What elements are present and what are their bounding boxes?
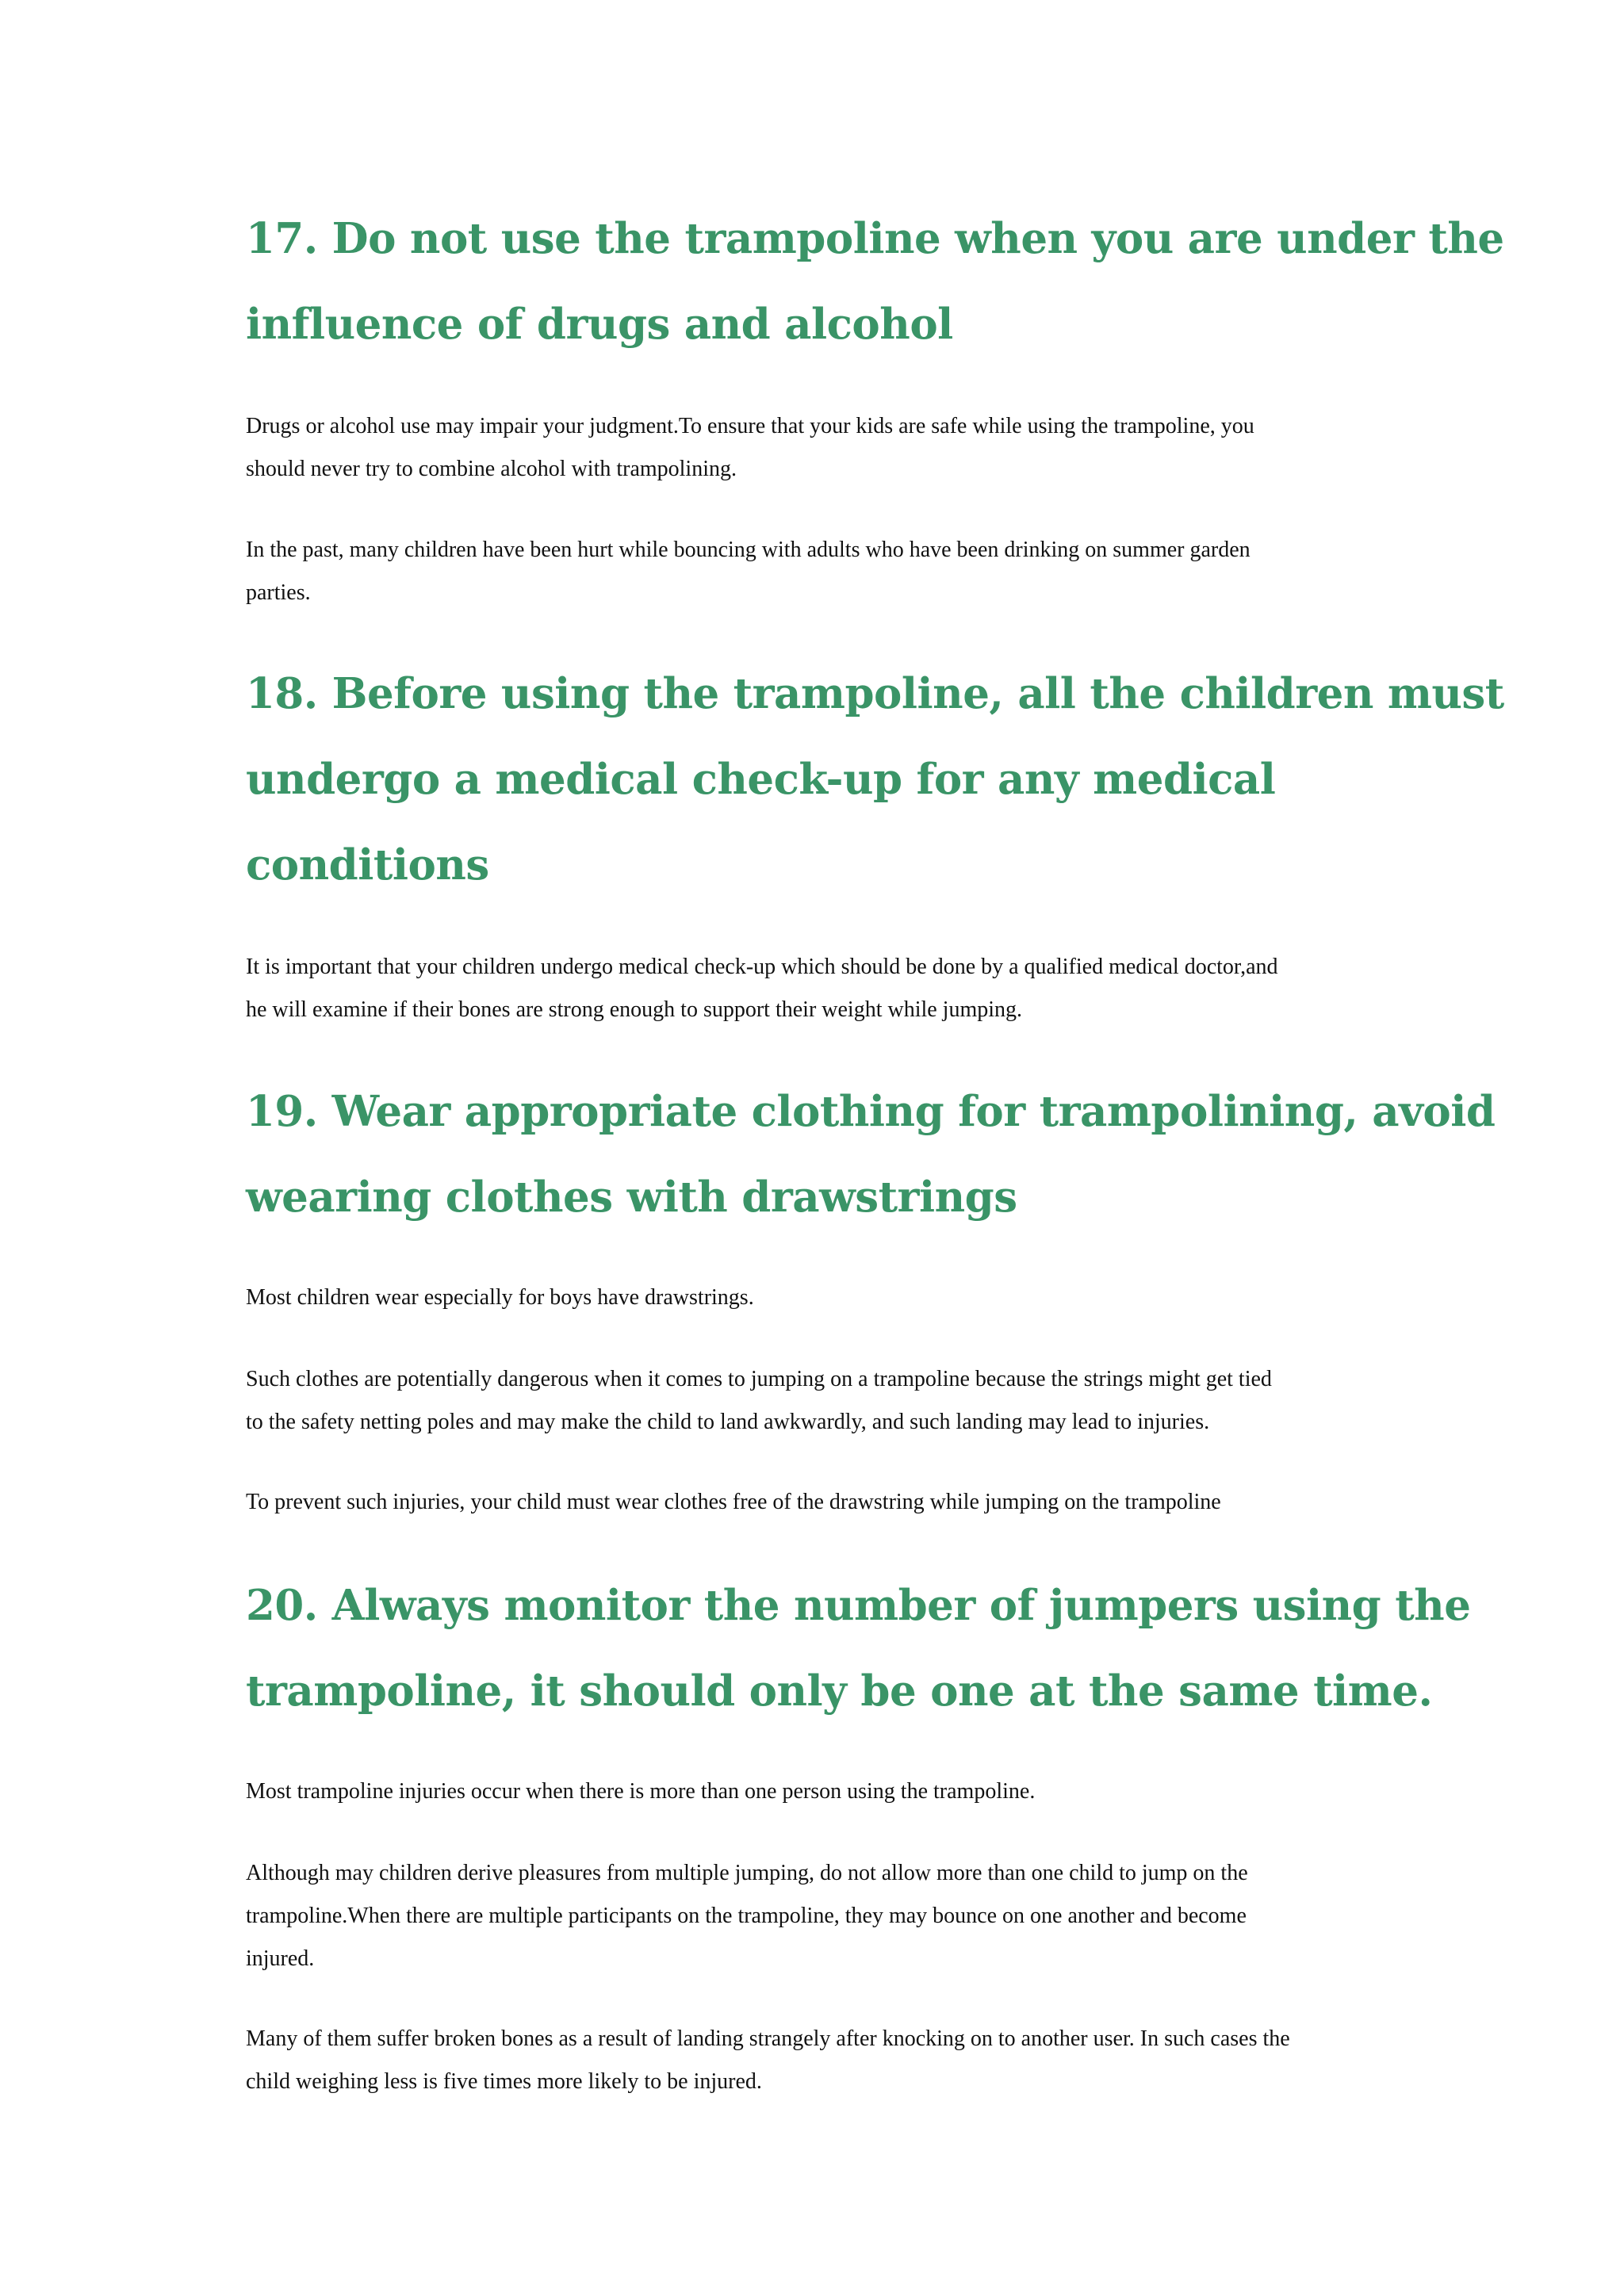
paragraph-line: Most children wear especially for boys have drawstrings. xyxy=(246,1285,754,1310)
heading-line: influence of drugs and alcohol xyxy=(246,300,953,349)
heading-line: undergo a medical check-up for any medical xyxy=(246,755,1276,804)
paragraph-line: to the safety netting poles and may make the child to land awkwardly, and such landing may lead to injuries. xyxy=(246,1410,1210,1434)
paragraph-line: Most trampoline injuries occur when there is more than one person using the trampoline. xyxy=(246,1779,1036,1804)
section-19-paragraph-3 xyxy=(246,1481,1221,1524)
heading-line: 20. Always monitor the number of jumpers using the xyxy=(246,1581,1471,1630)
paragraph-line: injured. xyxy=(246,1946,315,1971)
paragraph-line: To prevent such injuries, your child must wear clothes free of the drawstring while jumping on the trampoline xyxy=(246,1490,1221,1514)
paragraph-line: he will examine if their bones are strong enough to support their weight while jumping. xyxy=(246,997,1023,1022)
section-18-paragraph-1 xyxy=(246,946,1278,1031)
paragraph-line: Such clothes are potentially dangerous when it comes to jumping on a trampoline because the strings might get tied xyxy=(246,1367,1272,1391)
paragraph-line: Many of them suffer broken bones as a result of landing strangely after knocking on to another user. In such cases the xyxy=(246,2026,1290,2051)
section-19-paragraph-1 xyxy=(246,1276,754,1319)
paragraph-line: child weighing less is five times more likely to be injured. xyxy=(246,2069,762,2094)
section-18-heading xyxy=(246,651,1504,908)
paragraph-line: trampoline.When there are multiple participants on the trampoline, they may bounce on one another and become xyxy=(246,1904,1247,1928)
heading-line: 19. Wear appropriate clothing for trampolining, avoid xyxy=(246,1087,1496,1136)
heading-line: trampoline, it should only be one at the same time. xyxy=(246,1667,1433,1716)
section-20-paragraph-1 xyxy=(246,1770,1035,1813)
section-19-heading xyxy=(246,1069,1495,1240)
section-20-paragraph-3 xyxy=(246,2018,1290,2103)
heading-line: 17. Do not use the trampoline when you are under the xyxy=(246,214,1504,263)
heading-line: conditions xyxy=(246,840,489,890)
paragraph-line: parties. xyxy=(246,580,311,605)
heading-line: wearing clothes with drawstrings xyxy=(246,1173,1017,1222)
section-17-paragraph-2 xyxy=(246,529,1251,614)
section-19-paragraph-2 xyxy=(246,1358,1272,1444)
section-17-paragraph-1 xyxy=(246,405,1254,491)
paragraph-line: should never try to combine alcohol with trampolining. xyxy=(246,457,737,481)
paragraph-line: In the past, many children have been hurt while bouncing with adults who have been drinking on summer garden xyxy=(246,538,1251,562)
paragraph-line: Although may children derive pleasures from multiple jumping, do not allow more than one child to jump on the xyxy=(246,1861,1248,1885)
section-20-paragraph-2 xyxy=(246,1852,1248,1980)
section-17-heading xyxy=(246,196,1504,367)
paragraph-line: It is important that your children undergo medical check-up which should be done by a qualified medical doctor,and xyxy=(246,955,1278,979)
paragraph-line: Drugs or alcohol use may impair your judgment.To ensure that your kids are safe while using the trampoline, you xyxy=(246,414,1254,438)
heading-line: 18. Before using the trampoline, all the children must xyxy=(246,669,1504,718)
section-20-heading xyxy=(246,1563,1470,1734)
